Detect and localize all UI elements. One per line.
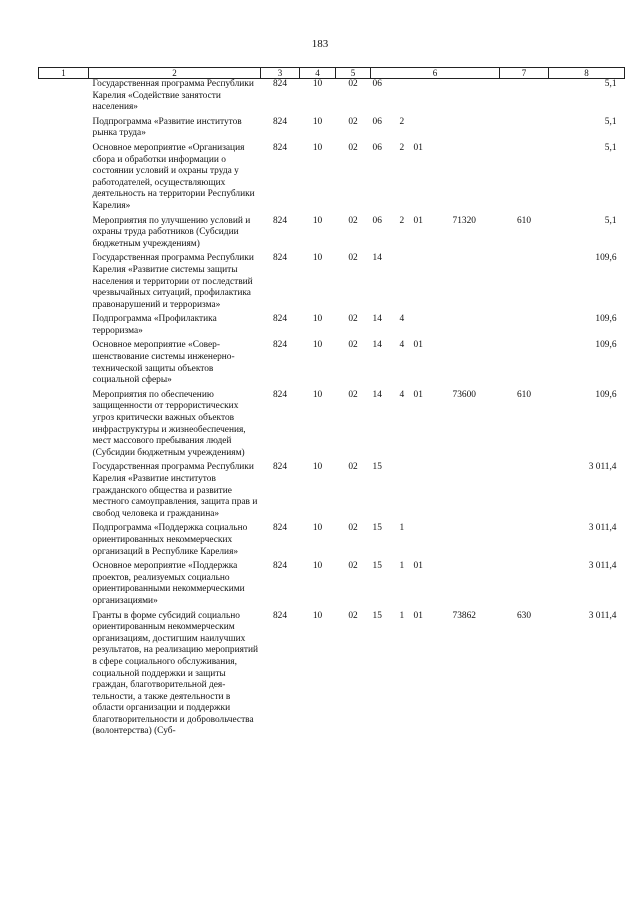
program-cell: 14 bbox=[372, 253, 382, 264]
admin-code-cell: 824 bbox=[272, 215, 288, 226]
amount-cell: 5,1 bbox=[604, 116, 617, 127]
section-cell: 10 bbox=[312, 610, 323, 621]
amount-cell: 5,1 bbox=[604, 215, 617, 226]
activity-cell bbox=[412, 523, 451, 558]
admin-code-cell: 824 bbox=[272, 116, 288, 127]
expense-type-cell bbox=[500, 561, 549, 607]
table-row bbox=[39, 390, 625, 460]
program-cell: 15 bbox=[372, 462, 382, 473]
admin-code-cell: 824 bbox=[272, 389, 288, 400]
column-header: 5 bbox=[336, 68, 371, 79]
name-cell: Государственная программа Республики Карелия «Содействие занятости населения» bbox=[92, 79, 254, 113]
subprogram-cell bbox=[398, 462, 412, 520]
expense-type-cell bbox=[500, 462, 549, 520]
section-cell: 10 bbox=[312, 116, 323, 127]
activity-cell: 01 bbox=[413, 610, 423, 621]
table-row bbox=[39, 253, 625, 311]
section-cell: 10 bbox=[312, 314, 323, 325]
name-cell: Государственная программа Республики Карелия «Развитие системы защиты населения и территории от последствий чрезвычайных ситуаций, профилактика правонарушений и терроризма» bbox=[92, 253, 254, 310]
table-row bbox=[39, 611, 625, 739]
name-cell: Подпрограмма «Развитие институтов рынка труда» bbox=[92, 116, 242, 139]
subsection-cell: 02 bbox=[348, 523, 358, 534]
expense-type-cell bbox=[500, 117, 549, 140]
expense-type-cell: 630 bbox=[516, 610, 532, 621]
admin-code-cell: 824 bbox=[272, 340, 288, 351]
activity-cell bbox=[412, 314, 451, 337]
name-cell: Подпрограмма «Поддержка социально ориентированных некоммерческих организаций в Республике Карелия» bbox=[92, 523, 248, 557]
name-cell: Основное мероприятие «Поддержка проектов, реализуемых социально ориентированными некоммерческими организациями» bbox=[92, 561, 245, 606]
admin-code-cell: 824 bbox=[272, 314, 288, 325]
admin-code-cell: 824 bbox=[272, 253, 288, 264]
program-cell: 06 bbox=[372, 116, 382, 127]
row-spacer bbox=[39, 738, 625, 741]
column-header: 1 bbox=[39, 68, 89, 79]
admin-code-cell: 824 bbox=[272, 462, 288, 473]
subsection-cell: 02 bbox=[348, 314, 358, 325]
activity-cell bbox=[412, 117, 451, 140]
subsection-cell: 02 bbox=[348, 389, 358, 400]
direction-cell bbox=[451, 340, 500, 386]
subsection-cell: 02 bbox=[348, 462, 358, 473]
subprogram-cell: 2 bbox=[399, 215, 405, 226]
direction-cell bbox=[451, 143, 500, 213]
table-row bbox=[39, 216, 625, 251]
table-row bbox=[39, 462, 625, 520]
code-cell bbox=[39, 79, 89, 114]
amount-cell: 3 011,4 bbox=[588, 610, 617, 621]
row-spacer-cell bbox=[39, 738, 625, 741]
program-cell: 06 bbox=[372, 215, 382, 226]
column-header: 7 bbox=[500, 68, 549, 79]
name-cell: Мероприятия по улучшению условий и охраны труда работников (Субсидии бюджетным учреждениям) bbox=[92, 215, 251, 249]
expense-type-cell bbox=[500, 143, 549, 213]
direction-cell bbox=[451, 117, 500, 140]
expense-type-cell bbox=[500, 523, 549, 558]
code-cell bbox=[39, 117, 89, 140]
section-cell: 10 bbox=[312, 215, 323, 226]
subsection-cell: 02 bbox=[348, 142, 358, 153]
table-row bbox=[39, 523, 625, 558]
subprogram-cell: 2 bbox=[399, 116, 405, 127]
activity-cell bbox=[412, 253, 451, 311]
section-cell: 10 bbox=[312, 561, 323, 572]
subprogram-cell: 1 bbox=[399, 561, 405, 572]
name-cell: Основное мероприятие «Совершенствование системы инженерно-технической защиты объектов социальной сферы» bbox=[92, 340, 235, 386]
code-cell bbox=[39, 340, 89, 386]
amount-cell: 5,1 bbox=[604, 79, 617, 89]
section-cell: 10 bbox=[312, 389, 323, 400]
amount-cell: 3 011,4 bbox=[588, 561, 617, 572]
subprogram-cell: 1 bbox=[399, 523, 405, 534]
amount-cell: 109,6 bbox=[595, 253, 617, 264]
subprogram-cell: 4 bbox=[399, 340, 405, 351]
activity-cell: 01 bbox=[413, 215, 423, 226]
name-cell: Мероприятия по обеспечению защищенности от террористических угроз критически важных объектов инфраструктуры и жизнеобеспечения, мест массового пребывания людей (Субсидии бюджетным учреждениям) bbox=[92, 389, 246, 458]
amount-cell: 109,6 bbox=[595, 389, 617, 400]
section-cell: 10 bbox=[312, 253, 323, 264]
program-cell: 06 bbox=[372, 79, 382, 89]
code-cell bbox=[39, 143, 89, 213]
code-cell bbox=[39, 523, 89, 558]
activity-cell bbox=[412, 462, 451, 520]
admin-code-cell: 824 bbox=[272, 79, 288, 89]
activity-cell bbox=[412, 79, 451, 114]
subsection-cell: 02 bbox=[348, 561, 358, 572]
direction-cell bbox=[451, 253, 500, 311]
section-cell: 10 bbox=[312, 79, 323, 89]
section-cell: 10 bbox=[312, 462, 323, 473]
admin-code-cell: 824 bbox=[272, 610, 288, 621]
code-cell bbox=[39, 561, 89, 607]
amount-cell: 3 011,4 bbox=[588, 462, 617, 473]
page-number: 183 bbox=[311, 38, 329, 50]
program-cell: 15 bbox=[372, 610, 382, 621]
section-cell: 10 bbox=[312, 142, 323, 153]
subsection-cell: 02 bbox=[348, 253, 358, 264]
code-cell bbox=[39, 390, 89, 460]
expense-type-cell bbox=[500, 314, 549, 337]
direction-cell bbox=[451, 314, 500, 337]
direction-cell bbox=[451, 523, 500, 558]
column-header: 3 bbox=[261, 68, 300, 79]
code-cell bbox=[39, 314, 89, 337]
name-cell: Государственная программа Республики Карелия «Развитие институтов гражданского общества и развитие местного самоуправления, защита прав и свобод человека и гражданина» bbox=[92, 462, 258, 519]
table-row bbox=[39, 79, 625, 114]
direction-cell: 71320 bbox=[452, 215, 476, 226]
table-header-row bbox=[39, 68, 625, 79]
program-cell: 06 bbox=[372, 142, 382, 153]
activity-cell: 01 bbox=[413, 142, 423, 153]
program-cell: 15 bbox=[372, 523, 382, 534]
direction-cell: 73600 bbox=[452, 389, 476, 400]
activity-cell: 01 bbox=[413, 340, 423, 351]
program-cell: 15 bbox=[372, 561, 382, 572]
activity-cell: 01 bbox=[413, 389, 423, 400]
direction-cell bbox=[451, 561, 500, 607]
program-cell: 14 bbox=[372, 314, 382, 325]
subprogram-cell: 1 bbox=[399, 610, 405, 621]
subprogram-cell: 2 bbox=[399, 142, 405, 153]
expense-type-cell: 610 bbox=[516, 389, 532, 400]
subprogram-cell bbox=[398, 79, 412, 114]
name-cell: Основное мероприятие «Организация сбора и обработки информации о состоянии условий и охраны труда у работодателей, осуществляющих деятельность на территории Республики Карелия» bbox=[92, 142, 255, 211]
subprogram-cell: 4 bbox=[399, 389, 405, 400]
table-row bbox=[39, 117, 625, 140]
amount-cell: 3 011,4 bbox=[588, 523, 617, 534]
program-cell: 14 bbox=[372, 340, 382, 351]
program-cell: 14 bbox=[372, 389, 382, 400]
direction-cell: 73862 bbox=[452, 610, 476, 621]
name-cell: Гранты в форме субсидий социально ориентированным некоммерческим организациям, достигшим наилучших результатов, на реализацию мероприятий в сфере социального обслуживания, социальной поддержки и защиты граждан, благотворительной деятельности, а также деятельности в области организации и поддержки благотворительности и добровольчества (волонтерства) (Суб- bbox=[92, 610, 259, 737]
code-cell bbox=[39, 611, 89, 739]
code-cell bbox=[39, 253, 89, 311]
subsection-cell: 02 bbox=[348, 79, 358, 89]
table-row bbox=[39, 340, 625, 386]
budget-table bbox=[38, 67, 625, 741]
subsection-cell: 02 bbox=[348, 215, 358, 226]
expense-type-cell bbox=[500, 253, 549, 311]
subprogram-cell: 4 bbox=[399, 314, 405, 325]
activity-cell: 01 bbox=[413, 561, 423, 572]
expense-type-cell bbox=[500, 340, 549, 386]
section-cell: 10 bbox=[312, 523, 323, 534]
table-row bbox=[39, 561, 625, 607]
subsection-cell: 02 bbox=[348, 610, 358, 621]
amount-cell: 109,6 bbox=[595, 314, 617, 325]
direction-cell bbox=[451, 462, 500, 520]
expense-type-cell: 610 bbox=[516, 215, 532, 226]
code-cell bbox=[39, 462, 89, 520]
table-row bbox=[39, 314, 625, 337]
subprogram-cell bbox=[398, 253, 412, 311]
subsection-cell: 02 bbox=[348, 340, 358, 351]
admin-code-cell: 824 bbox=[272, 561, 288, 572]
column-header: 6 bbox=[371, 68, 500, 79]
admin-code-cell: 824 bbox=[272, 142, 288, 153]
expense-type-cell bbox=[500, 79, 549, 114]
admin-code-cell: 824 bbox=[272, 523, 288, 534]
column-header: 2 bbox=[89, 68, 261, 79]
section-cell: 10 bbox=[312, 340, 323, 351]
code-cell bbox=[39, 216, 89, 251]
column-header: 4 bbox=[300, 68, 336, 79]
direction-cell bbox=[451, 79, 500, 114]
amount-cell: 109,6 bbox=[595, 340, 617, 351]
table-row bbox=[39, 143, 625, 213]
amount-cell: 5,1 bbox=[604, 142, 617, 153]
name-cell: Подпрограмма «Профилактика терроризма» bbox=[92, 314, 217, 336]
column-header: 8 bbox=[549, 68, 625, 79]
subsection-cell: 02 bbox=[348, 116, 358, 127]
